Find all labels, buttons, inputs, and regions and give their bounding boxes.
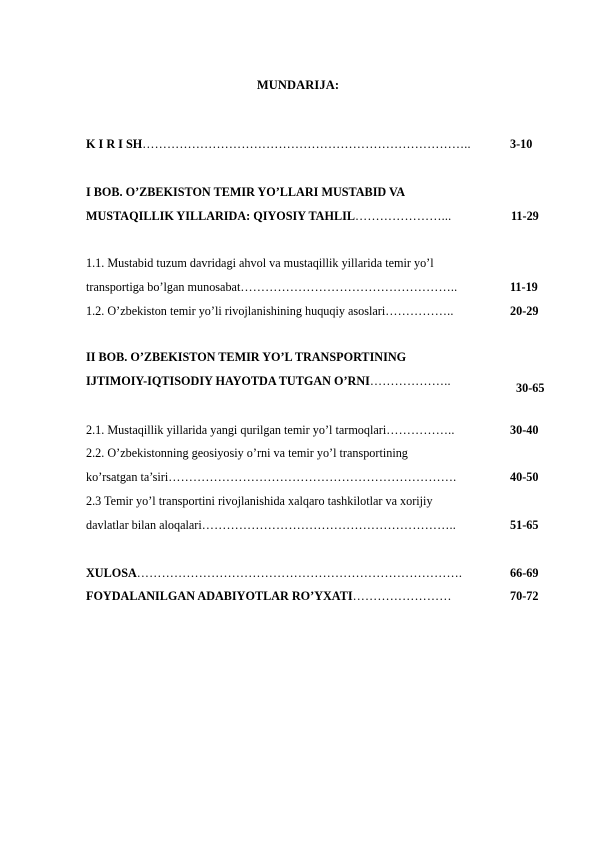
toc-entry-title: MUSTAQILLIK YILLARIDA: QIYOSIY TAHLIL xyxy=(86,209,355,223)
toc-entry-title: ko’rsatgan ta’siri xyxy=(86,470,169,484)
toc-entry-section-1-2[interactable] xyxy=(86,299,548,323)
toc-entry-pages: 51-65 xyxy=(510,518,539,532)
toc-entry-bibliography[interactable] xyxy=(86,584,548,608)
toc-entry-title: XULOSA xyxy=(86,566,137,580)
toc-entry-pages: 3-10 xyxy=(510,137,533,151)
toc-entry-pages: 66-69 xyxy=(510,566,539,580)
toc-entry-title: 1.2. O’zbekiston temir yo’li rivojlanishining huquqiy asoslari xyxy=(86,304,386,318)
toc-entry-leader: …………………………………………….. xyxy=(240,280,458,294)
toc-entry-chapter-2[interactable] xyxy=(86,345,548,393)
toc-entry-pages: 40-50 xyxy=(510,470,539,484)
toc-entry-pages: 11-29 xyxy=(511,209,539,223)
toc-entry-leader: ……………………………………………………………. xyxy=(168,470,457,484)
toc-entry-title-line: 2.2. O’zbekistonning geosiyosiy o’rni va temir yo’l transportining xyxy=(86,446,408,460)
toc-entry-leader: …………….. xyxy=(385,304,454,318)
toc-entry-title: FOYDALANILGAN ADABIYOTLAR RO’YXATI xyxy=(86,589,353,603)
toc-entry-leader: …………………………………………………………………….. xyxy=(142,137,471,151)
toc-entry-title: davlatlar bilan aloqalari xyxy=(86,518,202,532)
toc-entry-title-line: 1.1. Mustabid tuzum davridagi ahvol va mustaqillik yillarida temir yo’l xyxy=(86,256,434,270)
toc-entry-title-line: I BOB. O’ZBEKISTON TEMIR YO’LLARI MUSTABID VA xyxy=(86,185,406,199)
toc-entry-xulosa[interactable] xyxy=(86,561,548,585)
toc-entry-title-line: 2.3 Temir yo’l transportini rivojlanishida xalqaro tashkilotlar va xorijiy xyxy=(86,494,433,508)
toc-entry-title: 2.1. Mustaqillik yillarida yangi qurilgan temir yo’l tarmoqlari xyxy=(86,423,387,437)
toc-entry-pages: 11-19 xyxy=(510,280,538,294)
toc-entry-title: K I R I SH xyxy=(86,137,143,151)
toc-entry-leader: …………………………………………………….. xyxy=(201,518,456,532)
toc-entry-section-2-1[interactable] xyxy=(86,418,548,442)
toc-entry-kirish[interactable] xyxy=(86,132,548,156)
toc-entry-title-line: II BOB. O’ZBEKISTON TEMIR YO’L TRANSPORTINING xyxy=(86,350,407,364)
toc-entry-chapter-1[interactable] xyxy=(86,180,548,228)
toc-entry-leader: …………………... xyxy=(354,209,452,223)
toc-entry-leader: …………………… xyxy=(352,589,452,603)
toc-entry-pages: 20-29 xyxy=(510,304,539,318)
toc-entry-leader: ……………………………………………………………………. xyxy=(136,566,463,580)
toc-entry-pages: 70-72 xyxy=(510,589,539,603)
toc-entry-leader: ……………….. xyxy=(369,374,451,388)
toc-entry-section-1-1[interactable] xyxy=(86,251,548,299)
toc-entry-leader: …………….. xyxy=(386,423,455,437)
toc-entry-title: transportiga bo’lgan munosabat xyxy=(86,280,241,294)
toc-entry-section-2-2[interactable] xyxy=(86,441,548,489)
toc-entry-pages: 30-40 xyxy=(510,423,539,437)
toc-entry-pages: 30-65 xyxy=(516,381,545,395)
toc-entry-section-2-3[interactable] xyxy=(86,489,548,537)
toc-entry-title: IJTIMOIY-IQTISODIY HAYOTDA TUTGAN O’RNI xyxy=(86,374,370,388)
page-title: MUNDARIJA: xyxy=(256,78,340,92)
